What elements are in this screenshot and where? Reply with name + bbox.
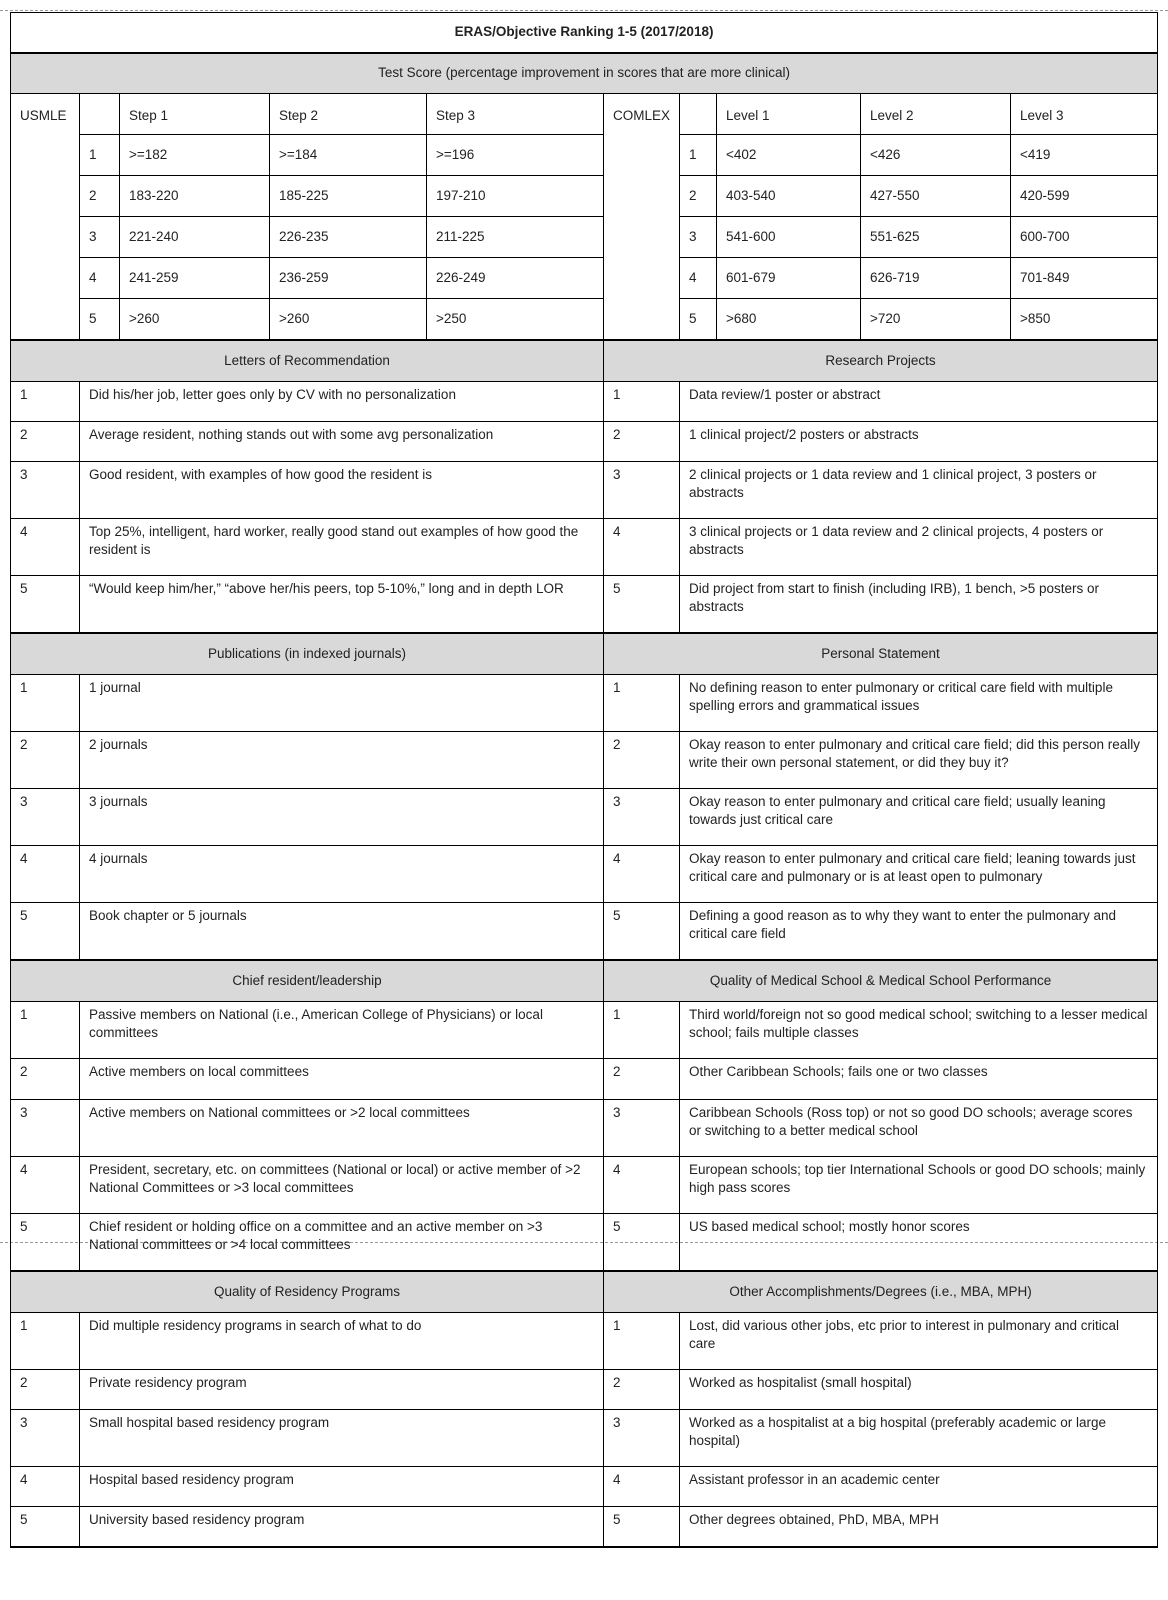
rank-number: 3 <box>11 789 80 846</box>
criteria-text: Data review/1 poster or abstract <box>680 382 1158 422</box>
section-header-test-score: Test Score (percentage improvement in scores that are more clinical) <box>11 53 1158 94</box>
criteria-text: Worked as a hospitalist at a big hospital (preferably academic or large hospital) <box>680 1410 1158 1467</box>
comlex-score-cell: 427-550 <box>861 176 1011 217</box>
rank-number: 3 <box>11 1100 80 1157</box>
criteria-text: US based medical school; mostly honor scores <box>680 1214 1158 1271</box>
comlex-score-cell: 601-679 <box>717 258 861 299</box>
rank-number: 3 <box>604 462 680 519</box>
document-title: ERAS/Objective Ranking 1-5 (2017/2018) <box>11 13 1158 53</box>
usmle-rank: 4 <box>80 258 120 299</box>
comlex-score-cell: 551-625 <box>861 217 1011 258</box>
usmle-column-header: Step 3 <box>427 94 604 135</box>
usmle-column-header: Step 2 <box>270 94 427 135</box>
usmle-column-header: Step 1 <box>120 94 270 135</box>
rank-number: 2 <box>604 1370 680 1410</box>
rank-number: 3 <box>604 1410 680 1467</box>
rank-number: 4 <box>604 1467 680 1507</box>
criteria-text: No defining reason to enter pulmonary or critical care field with multiple spelling errors and grammatical issues <box>680 675 1158 732</box>
usmle-score-cell: 211-225 <box>427 217 604 258</box>
section-header-letters-of-recommendation: Letters of Recommendation <box>11 340 604 382</box>
usmle-score-cell: 226-235 <box>270 217 427 258</box>
rank-number: 5 <box>604 1214 680 1271</box>
comlex-column-header: Level 3 <box>1011 94 1158 135</box>
comlex-score-cell: 600-700 <box>1011 217 1158 258</box>
criteria-text: “Would keep him/her,” “above her/his peers, top 5-10%,” long and in depth LOR <box>80 576 604 633</box>
rank-number: 4 <box>604 846 680 903</box>
comlex-score-cell: <419 <box>1011 135 1158 176</box>
comlex-rank: 3 <box>680 217 717 258</box>
criteria-text: Active members on local committees <box>80 1059 604 1100</box>
criteria-text: 1 journal <box>80 675 604 732</box>
criteria-text: Small hospital based residency program <box>80 1410 604 1467</box>
section-header-publications-in-indexed-journals: Publications (in indexed journals) <box>11 633 604 675</box>
criteria-text: 4 journals <box>80 846 604 903</box>
usmle-score-cell: >=182 <box>120 135 270 176</box>
rank-number: 4 <box>11 1157 80 1214</box>
criteria-text: Worked as hospitalist (small hospital) <box>680 1370 1158 1410</box>
usmle-rank: 2 <box>80 176 120 217</box>
rank-number: 4 <box>11 846 80 903</box>
usmle-score-cell: 236-259 <box>270 258 427 299</box>
criteria-text: Hospital based residency program <box>80 1467 604 1507</box>
criteria-text: Active members on National committees or >2 local committees <box>80 1100 604 1157</box>
comlex-rank: 1 <box>680 135 717 176</box>
rank-number: 1 <box>604 1313 680 1370</box>
comlex-column-header: Level 1 <box>717 94 861 135</box>
usmle-rank: 3 <box>80 217 120 258</box>
rank-number: 5 <box>604 1507 680 1547</box>
criteria-text: Did project from start to finish (including IRB), 1 bench, >5 posters or abstracts <box>680 576 1158 633</box>
criteria-text: 3 journals <box>80 789 604 846</box>
usmle-score-cell: >260 <box>120 299 270 340</box>
rank-number: 1 <box>11 675 80 732</box>
usmle-score-cell: 185-225 <box>270 176 427 217</box>
usmle-label: USMLE <box>11 94 80 340</box>
usmle-score-cell: >260 <box>270 299 427 340</box>
criteria-text: Okay reason to enter pulmonary and critical care field; leaning towards just critical care and pulmonary or is at least open to pulmonary <box>680 846 1158 903</box>
criteria-text: Book chapter or 5 journals <box>80 903 604 960</box>
usmle-score-cell: 221-240 <box>120 217 270 258</box>
comlex-score-cell: >680 <box>717 299 861 340</box>
comlex-rank-header <box>680 94 717 135</box>
rank-number: 4 <box>604 519 680 576</box>
criteria-text: 2 clinical projects or 1 data review and 1 clinical project, 3 posters or abstracts <box>680 462 1158 519</box>
usmle-score-cell: 183-220 <box>120 176 270 217</box>
comlex-rank: 5 <box>680 299 717 340</box>
rank-number: 4 <box>604 1157 680 1214</box>
rank-number: 2 <box>604 1059 680 1100</box>
rank-number: 2 <box>11 1370 80 1410</box>
comlex-score-cell: 701-849 <box>1011 258 1158 299</box>
comlex-score-cell: 403-540 <box>717 176 861 217</box>
criteria-text: Okay reason to enter pulmonary and critical care field; usually leaning towards just critical care <box>680 789 1158 846</box>
comlex-score-cell: 420-599 <box>1011 176 1158 217</box>
usmle-rank: 1 <box>80 135 120 176</box>
comlex-score-cell: 626-719 <box>861 258 1011 299</box>
rank-number: 5 <box>604 576 680 633</box>
rank-number: 2 <box>604 732 680 789</box>
criteria-text: Assistant professor in an academic center <box>680 1467 1158 1507</box>
rank-number: 5 <box>11 1214 80 1271</box>
page-break-line-top <box>0 10 1168 11</box>
usmle-score-cell: 241-259 <box>120 258 270 299</box>
criteria-text: Okay reason to enter pulmonary and critical care field; did this person really write their own personal statement, or did they buy it? <box>680 732 1158 789</box>
criteria-text: Did multiple residency programs in search of what to do <box>80 1313 604 1370</box>
rank-number: 2 <box>604 422 680 462</box>
usmle-score-cell: 197-210 <box>427 176 604 217</box>
rank-number: 1 <box>604 675 680 732</box>
rank-number: 3 <box>11 462 80 519</box>
criteria-text: President, secretary, etc. on committees (National or local) or active member of >2 National Committees or >3 local committees <box>80 1157 604 1214</box>
rank-number: 1 <box>11 1002 80 1059</box>
rank-number: 2 <box>11 422 80 462</box>
rank-number: 5 <box>11 903 80 960</box>
section-header-chief-resident-leadership: Chief resident/leadership <box>11 960 604 1002</box>
rank-number: 5 <box>11 1507 80 1547</box>
rank-number: 5 <box>604 903 680 960</box>
section-header-quality-of-residency-programs: Quality of Residency Programs <box>11 1271 604 1313</box>
usmle-rank: 5 <box>80 299 120 340</box>
rank-number: 3 <box>11 1410 80 1467</box>
criteria-text: Private residency program <box>80 1370 604 1410</box>
criteria-text: Other Caribbean Schools; fails one or two classes <box>680 1059 1158 1100</box>
rank-number: 2 <box>11 732 80 789</box>
usmle-rank-header <box>80 94 120 135</box>
usmle-score-cell: >250 <box>427 299 604 340</box>
rank-number: 4 <box>11 1467 80 1507</box>
criteria-text: Good resident, with examples of how good the resident is <box>80 462 604 519</box>
rank-number: 1 <box>604 1002 680 1059</box>
criteria-text: Defining a good reason as to why they want to enter the pulmonary and critical care field <box>680 903 1158 960</box>
comlex-score-cell: <426 <box>861 135 1011 176</box>
comlex-score-cell: 541-600 <box>717 217 861 258</box>
rank-number: 1 <box>11 1313 80 1370</box>
usmle-score-cell: >=184 <box>270 135 427 176</box>
rank-number: 3 <box>604 789 680 846</box>
rank-number: 1 <box>604 382 680 422</box>
section-header-research-projects: Research Projects <box>604 340 1158 382</box>
comlex-score-cell: >720 <box>861 299 1011 340</box>
criteria-text: European schools; top tier International Schools or good DO schools; mainly high pass scores <box>680 1157 1158 1214</box>
comlex-score-cell: >850 <box>1011 299 1158 340</box>
rank-number: 3 <box>604 1100 680 1157</box>
comlex-rank: 2 <box>680 176 717 217</box>
criteria-text: Third world/foreign not so good medical school; switching to a lesser medical school; fails multiple classes <box>680 1002 1158 1059</box>
criteria-text: Caribbean Schools (Ross top) or not so good DO schools; average scores or switching to a better medical school <box>680 1100 1158 1157</box>
comlex-score-cell: <402 <box>717 135 861 176</box>
criteria-text: Other degrees obtained, PhD, MBA, MPH <box>680 1507 1158 1547</box>
comlex-label: COMLEX <box>604 94 680 340</box>
ranking-table <box>10 12 1158 1548</box>
criteria-text: Chief resident or holding office on a committee and an active member on >3 National committees or >4 local committees <box>80 1214 604 1271</box>
criteria-text: Average resident, nothing stands out with some avg personalization <box>80 422 604 462</box>
section-header-other-accomplishments-degrees-i-e-mba-mph: Other Accomplishments/Degrees (i.e., MBA, MPH) <box>604 1271 1158 1313</box>
criteria-text: 1 clinical project/2 posters or abstracts <box>680 422 1158 462</box>
section-header-personal-statement: Personal Statement <box>604 633 1158 675</box>
rank-number: 2 <box>11 1059 80 1100</box>
usmle-score-cell: 226-249 <box>427 258 604 299</box>
criteria-text: 2 journals <box>80 732 604 789</box>
rank-number: 1 <box>11 382 80 422</box>
criteria-text: Top 25%, intelligent, hard worker, really good stand out examples of how good the resident is <box>80 519 604 576</box>
criteria-text: 3 clinical projects or 1 data review and 2 clinical projects, 4 posters or abstracts <box>680 519 1158 576</box>
rank-number: 4 <box>11 519 80 576</box>
comlex-column-header: Level 2 <box>861 94 1011 135</box>
rank-number: 5 <box>11 576 80 633</box>
section-header-quality-of-medical-school-medical-school-performance: Quality of Medical School & Medical School Performance <box>604 960 1158 1002</box>
usmle-score-cell: >=196 <box>427 135 604 176</box>
criteria-text: Did his/her job, letter goes only by CV with no personalization <box>80 382 604 422</box>
criteria-text: University based residency program <box>80 1507 604 1547</box>
criteria-text: Passive members on National (i.e., American College of Physicians) or local committees <box>80 1002 604 1059</box>
criteria-text: Lost, did various other jobs, etc prior to interest in pulmonary and critical care <box>680 1313 1158 1370</box>
comlex-rank: 4 <box>680 258 717 299</box>
